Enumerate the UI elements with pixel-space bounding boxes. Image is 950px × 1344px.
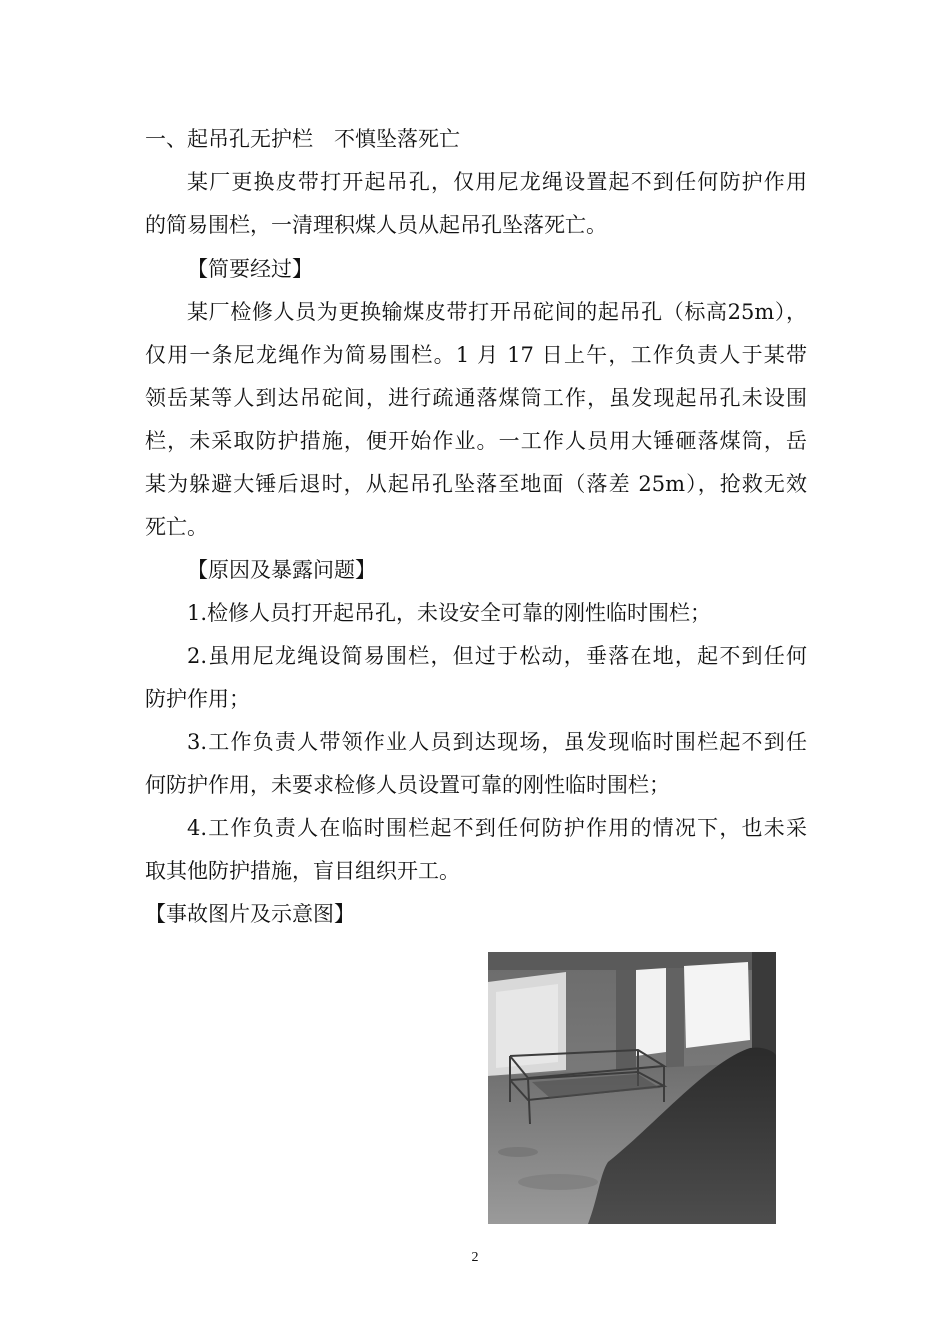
cause-3-line-1: 3.工作负责人带领作业人员到达现场，虽发现临时围栏起不到任 xyxy=(187,730,807,754)
figure-heading: 【事故图片及示意图】 xyxy=(145,902,355,926)
brief-line-1: 某厂检修人员为更换输煤皮带打开吊砣间的起吊孔（标高25m）， xyxy=(187,300,807,324)
accident-photo-drawing xyxy=(488,952,776,1224)
accident-photo xyxy=(488,952,776,1224)
summary-line-2: 的简易围栏，一清理积煤人员从起吊孔坠落死亡。 xyxy=(145,213,607,237)
brief-line-5: 某为躲避大锤后退时，从起吊孔坠落至地面（落差 25m），抢救无效 xyxy=(145,472,807,496)
summary-line-1: 某厂更换皮带打开起吊孔，仅用尼龙绳设置起不到任何防护作用 xyxy=(187,170,807,194)
cause-2-line-1: 2.虽用尼龙绳设简易围栏，但过于松动，垂落在地，起不到任何 xyxy=(187,644,807,668)
cause-heading: 【原因及暴露问题】 xyxy=(187,558,376,582)
brief-line-6: 死亡。 xyxy=(145,515,208,539)
cause-4-line-1: 4.工作负责人在临时围栏起不到任何防护作用的情况下，也未采 xyxy=(187,816,807,840)
page-number: 2 xyxy=(471,1250,479,1265)
cause-3-line-2: 何防护作用，未要求检修人员设置可靠的刚性临时围栏； xyxy=(145,773,670,797)
cause-1: 1.检修人员打开起吊孔，未设安全可靠的刚性临时围栏； xyxy=(187,601,712,625)
cause-4-line-2: 取其他防护措施，盲目组织开工。 xyxy=(145,859,460,883)
brief-line-2: 仅用一条尼龙绳作为简易围栏。1 月 17 日上午，工作负责人于某带 xyxy=(145,343,807,367)
brief-line-4: 栏，未采取防护措施，便开始作业。一工作人员用大锤砸落煤筒，岳 xyxy=(145,429,807,453)
brief-line-3: 领岳某等人到达吊砣间，进行疏通落煤筒工作，虽发现起吊孔未设围 xyxy=(145,386,807,410)
section-title: 一、起吊孔无护栏 不慎坠落死亡 xyxy=(145,127,460,151)
cause-2-line-2: 防护作用； xyxy=(145,687,250,711)
brief-heading: 【简要经过】 xyxy=(187,257,313,281)
